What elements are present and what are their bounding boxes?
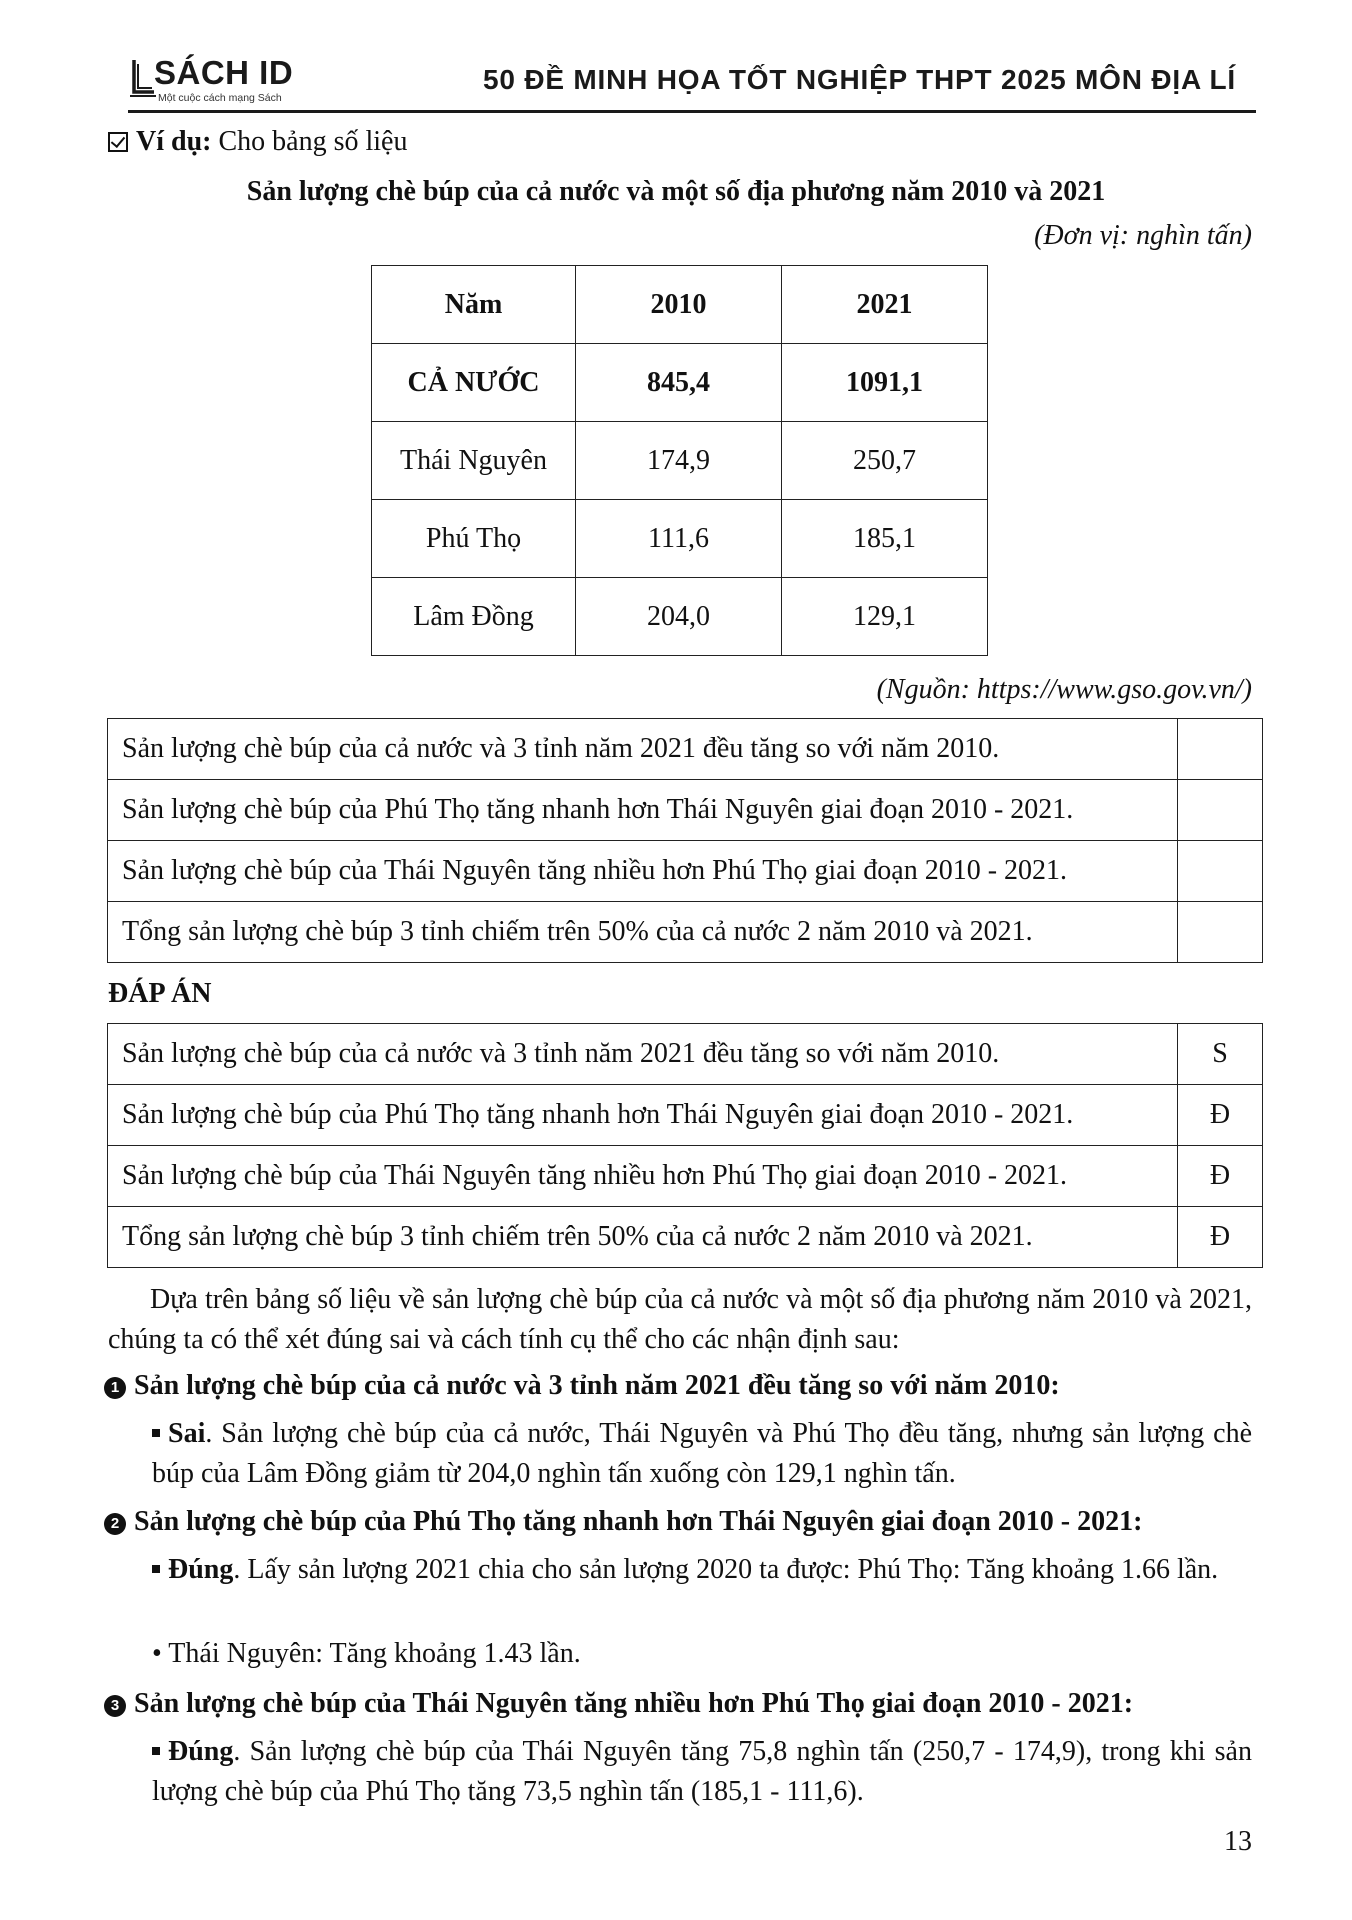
explanation-heading-2 <box>104 1506 1142 1538</box>
answer-cell-empty[interactable] <box>1178 841 1263 902</box>
answer-row <box>108 1024 1263 1085</box>
statement-text: Sản lượng chè búp của Phú Thọ tăng nhanh hơn Thái Nguyên giai đoạn 2010 - 2021. <box>108 1085 1178 1146</box>
heading-text: Sản lượng chè búp của Phú Thọ tăng nhanh hơn Thái Nguyên giai đoạn 2010 - 2021: <box>134 1506 1143 1537</box>
verdict: Sai <box>168 1418 206 1449</box>
table-title: Sản lượng chè búp của cả nước và một số địa phương năm 2010 và 2021 <box>246 176 1106 207</box>
answer-cell: Đ <box>1178 1085 1263 1146</box>
checkbox-icon <box>108 132 128 152</box>
explanation-extra-2: • Thái Nguyên: Tăng khoảng 1.43 lần. <box>152 1638 581 1669</box>
book-title: 50 ĐỀ MINH HỌA TỐT NGHIỆP THPT 2025 MÔN ĐỊA LÍ <box>483 64 1236 95</box>
page-header <box>128 52 1256 113</box>
statement-text: Sản lượng chè búp của Thái Nguyên tăng nhiều hơn Phú Thọ giai đoạn 2010 - 2021. <box>108 1146 1178 1207</box>
statement-text: Tổng sản lượng chè búp 3 tỉnh chiếm trên 50% của cả nước 2 năm 2010 và 2021. <box>108 1207 1178 1268</box>
table-row <box>372 422 988 500</box>
verdict: Đúng <box>168 1736 234 1767</box>
statement-text: Tổng sản lượng chè búp 3 tỉnh chiếm trên 50% của cả nước 2 năm 2010 và 2021. <box>108 902 1178 963</box>
page-number: 13 <box>1224 1826 1252 1857</box>
answer-row <box>108 1085 1263 1146</box>
table-cell: Lâm Đồng <box>372 578 576 656</box>
example-intro <box>108 126 407 158</box>
header-cell: 2010 <box>576 266 782 344</box>
verdict: Đúng <box>168 1554 234 1585</box>
table-cell: 204,0 <box>576 578 782 656</box>
square-bullet-icon <box>152 1747 160 1755</box>
answer-cell-empty[interactable] <box>1178 902 1263 963</box>
answer-cell-empty[interactable] <box>1178 780 1263 841</box>
table-row <box>372 500 988 578</box>
square-bullet-icon <box>152 1565 160 1573</box>
answer-cell: Đ <box>1178 1146 1263 1207</box>
explanation-heading-3 <box>104 1688 1133 1720</box>
explanation-text: . Sản lượng chè búp của cả nước, Thái Nguyên và Phú Thọ đều tăng, nhưng sản lượng chè búp của Lâm Đồng giảm từ 204,0 nghìn tấn xuống còn 129,1 nghìn tấn. <box>152 1418 1252 1489</box>
table-cell: Thái Nguyên <box>372 422 576 500</box>
logo-slogan: Một cuộc cách mạng Sách <box>158 92 282 104</box>
statement-text: Sản lượng chè búp của Thái Nguyên tăng nhiều hơn Phú Thọ giai đoạn 2010 - 2021. <box>108 841 1178 902</box>
table-cell: 174,9 <box>576 422 782 500</box>
statement-text: Sản lượng chè búp của cả nước và 3 tỉnh năm 2021 đều tăng so với năm 2010. <box>108 719 1178 780</box>
explanation-heading-1 <box>104 1370 1060 1402</box>
table-cell: 845,4 <box>576 344 782 422</box>
table-header-row <box>372 266 988 344</box>
table-cell: 250,7 <box>782 422 988 500</box>
answer-row <box>108 1207 1263 1268</box>
table-cell: Phú Thọ <box>372 500 576 578</box>
publisher-logo <box>128 52 328 108</box>
statement-row <box>108 780 1263 841</box>
table-cell: 1091,1 <box>782 344 988 422</box>
heading-text: Sản lượng chè búp của cả nước và 3 tỉnh năm 2021 đều tăng so với năm 2010: <box>134 1370 1060 1401</box>
table-row <box>372 578 988 656</box>
table-unit: (Đơn vị: nghìn tấn) <box>1034 220 1252 251</box>
table-row <box>372 344 988 422</box>
explanation-text: . Sản lượng chè búp của Thái Nguyên tăng 75,8 nghìn tấn (250,7 - 174,9), trong khi sản lượng chè búp của Phú Thọ tăng 73,5 nghìn tấn (185,1 - 111,6). <box>152 1736 1252 1807</box>
heading-text: Sản lượng chè búp của Thái Nguyên tăng nhiều hơn Phú Thọ giai đoạn 2010 - 2021: <box>134 1688 1134 1719</box>
answer-cell-empty[interactable] <box>1178 719 1263 780</box>
answers-table <box>107 1023 1263 1268</box>
table-source: (Nguồn: https://www.gso.gov.vn/) <box>876 674 1252 705</box>
example-text: Cho bảng số liệu <box>218 126 408 157</box>
statement-text: Sản lượng chè búp của cả nước và 3 tỉnh năm 2021 đều tăng so với năm 2010. <box>108 1024 1178 1085</box>
statements-table <box>107 718 1263 963</box>
answer-title: ĐÁP ÁN <box>108 978 212 1009</box>
table-cell: 111,6 <box>576 500 782 578</box>
example-label: Ví dụ: <box>136 126 212 157</box>
data-table <box>371 265 988 656</box>
intro-paragraph: Dựa trên bảng số liệu về sản lượng chè búp của cả nước và một số địa phương năm 2010 và 2021, chúng ta có thể xét đúng sai và cách tính cụ thể cho các nhận định sau: <box>108 1284 1252 1355</box>
explanation-body-2 <box>152 1550 1252 1590</box>
statement-row <box>108 841 1263 902</box>
answer-row <box>108 1146 1263 1207</box>
header-cell: 2021 <box>782 266 988 344</box>
statement-row <box>108 719 1263 780</box>
logo-text: SÁCH ID <box>154 54 294 91</box>
answer-cell: S <box>1178 1024 1263 1085</box>
table-cell: 185,1 <box>782 500 988 578</box>
number-circle-icon: 2 <box>104 1513 126 1535</box>
table-cell: CẢ NƯỚC <box>372 344 576 422</box>
number-circle-icon: 1 <box>104 1377 126 1399</box>
header-cell: Năm <box>372 266 576 344</box>
number-circle-icon: 3 <box>104 1695 126 1717</box>
table-cell: 129,1 <box>782 578 988 656</box>
explanation-text: . Lấy sản lượng 2021 chia cho sản lượng 2020 ta được: Phú Thọ: Tăng khoảng 1.66 lần. <box>233 1554 1219 1585</box>
explanation-body-3 <box>152 1732 1252 1812</box>
statement-row <box>108 902 1263 963</box>
square-bullet-icon <box>152 1429 160 1437</box>
statement-text: Sản lượng chè búp của Phú Thọ tăng nhanh hơn Thái Nguyên giai đoạn 2010 - 2021. <box>108 780 1178 841</box>
answer-cell: Đ <box>1178 1207 1263 1268</box>
explanation-body-1 <box>152 1414 1252 1494</box>
